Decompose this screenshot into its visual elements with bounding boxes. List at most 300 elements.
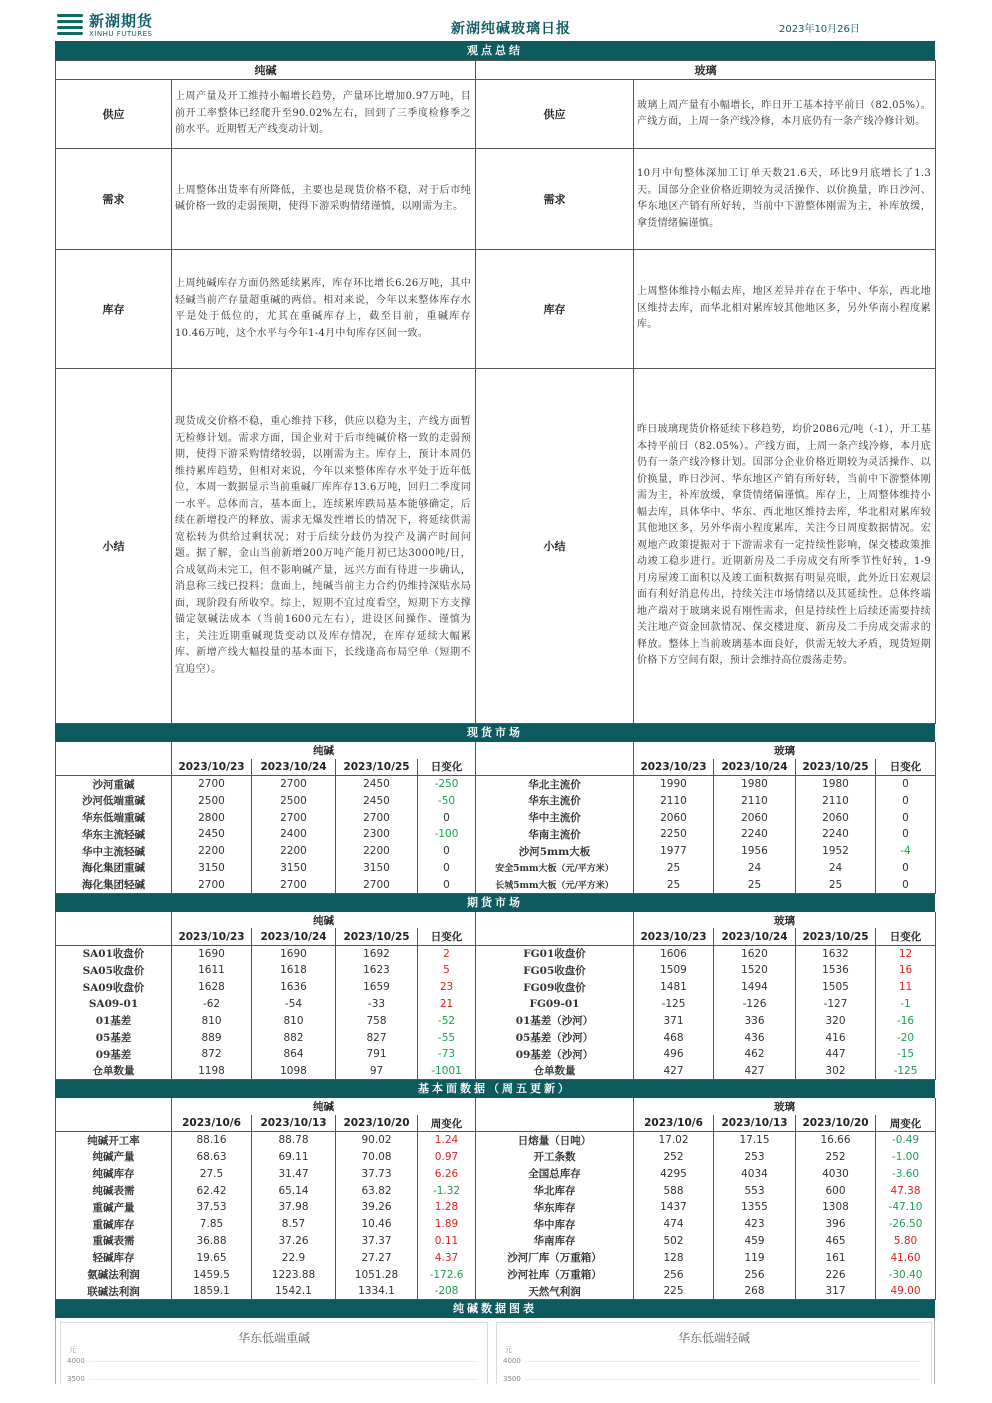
soda-item-name: 华中主流轻碱 <box>56 843 172 860</box>
views-glass-text: 玻璃上周产量有小幅增长，昨日开工基本持平前日（82.05%）。产线方面，上周一条产线冷修，本月底仍有一条产线冷修计划。 <box>634 80 936 149</box>
glass-change-cell: 0 <box>876 876 936 893</box>
glass-change-cell: 47.38 <box>876 1182 936 1199</box>
glass-value-cell: 2060 <box>634 809 714 826</box>
soda-value-cell: 7.85 <box>172 1216 252 1233</box>
table-header-row <box>56 928 936 945</box>
table-row <box>56 1233 936 1250</box>
glass-item-name: 05基差（沙河） <box>476 1029 634 1046</box>
soda-change-cell: 0.97 <box>418 1149 476 1166</box>
glass-value-cell: 25 <box>634 876 714 893</box>
soda-value-cell: 19.65 <box>172 1249 252 1266</box>
section-bar-views: 观点总结 <box>55 42 935 60</box>
soda-value-cell: 2800 <box>172 809 252 826</box>
glass-value-cell: 2110 <box>634 792 714 809</box>
table-row <box>56 962 936 979</box>
glass-value-cell: 1536 <box>796 962 876 979</box>
glass-value-cell: 1520 <box>714 962 796 979</box>
soda-value-cell: 1098 <box>252 1063 336 1080</box>
glass-value-cell: 1952 <box>796 843 876 860</box>
soda-change-cell: -1.32 <box>418 1182 476 1199</box>
glass-value-cell: 2240 <box>714 826 796 843</box>
glass-change-cell: -4 <box>876 843 936 860</box>
glass-item-name: 华中库存 <box>476 1216 634 1233</box>
glass-change-cell: 0 <box>876 860 936 877</box>
glass-item-name: 天然气利润 <box>476 1283 634 1300</box>
logo-name-cn: 新湖期货 <box>89 11 154 30</box>
glass-value-cell: 17.02 <box>634 1132 714 1149</box>
glass-value-cell: 225 <box>634 1283 714 1300</box>
views-row <box>56 80 936 149</box>
soda-value-cell: 810 <box>172 1012 252 1029</box>
change-header: 周变化 <box>418 1115 476 1132</box>
glass-change-cell: -26.50 <box>876 1216 936 1233</box>
soda-value-cell: 1611 <box>172 962 252 979</box>
table-row <box>56 979 936 996</box>
views-col-glass: 玻璃 <box>476 61 936 80</box>
glass-item-name: 沙河5mm大板 <box>476 843 634 860</box>
glass-value-cell: 24 <box>796 860 876 877</box>
glass-item-name: 01基差（沙河） <box>476 1012 634 1029</box>
views-soda-text: 上周产量及开工维持小幅增长趋势，产量环比增加0.97万吨，目前开工率整体已经爬升至90.02%左右，回到了三季度检修季之前水平。近期暂无产线变动计划。 <box>172 80 476 149</box>
glass-change-cell: -0.49 <box>876 1132 936 1149</box>
chart-soda-light <box>496 1322 932 1384</box>
soda-value-cell: 37.73 <box>336 1165 418 1182</box>
glass-value-cell: 2060 <box>796 809 876 826</box>
glass-item-name: 华南库存 <box>476 1233 634 1250</box>
table-row <box>56 1029 936 1046</box>
soda-value-cell: 2200 <box>252 843 336 860</box>
section-bar-spot: 现货市场 <box>55 724 935 742</box>
date-header: 2023/10/24 <box>252 759 336 776</box>
soda-value-cell: 827 <box>336 1029 418 1046</box>
glass-item-name: 安全5mm大板（元/平方米） <box>476 860 634 877</box>
glass-change-cell: 0 <box>876 792 936 809</box>
soda-item-name: 轻碱库存 <box>56 1249 172 1266</box>
glass-change-cell: -47.10 <box>876 1199 936 1216</box>
glass-value-cell: 2060 <box>714 809 796 826</box>
soda-value-cell: 810 <box>252 1012 336 1029</box>
table-row <box>56 1182 936 1199</box>
soda-item-name: 海化集团重碱 <box>56 860 172 877</box>
soda-value-cell: 1223.88 <box>252 1266 336 1283</box>
report-title: 新湖纯碱玻璃日报 <box>451 21 571 37</box>
table-row <box>56 826 936 843</box>
soda-change-cell: 0 <box>418 843 476 860</box>
change-header: 日变化 <box>418 759 476 776</box>
chart-unit: 元 <box>505 1346 512 1355</box>
soda-value-cell: 2700 <box>252 876 336 893</box>
soda-change-cell: 0 <box>418 860 476 877</box>
soda-value-cell: 864 <box>252 1046 336 1063</box>
soda-item-name: 05基差 <box>56 1029 172 1046</box>
glass-change-cell: 49.00 <box>876 1283 936 1300</box>
views-row-label-soda: 库存 <box>56 250 172 369</box>
glass-value-cell: 25 <box>796 876 876 893</box>
date-header: 2023/10/20 <box>336 1115 418 1132</box>
views-row <box>56 369 936 724</box>
glass-value-cell: 436 <box>714 1029 796 1046</box>
soda-value-cell: 2700 <box>172 776 252 793</box>
soda-item-name: 海化集团轻碱 <box>56 876 172 893</box>
table-row <box>56 809 936 826</box>
soda-item-name: 09基差 <box>56 1046 172 1063</box>
views-glass-text: 昨日玻璃现货价格延续下移趋势，均价2086元/吨（-1），开工基本持平前日（82.05%）。产线方面，上周一条产线冷修，本月底仍有一条产线冷修计划。国部分企业价格近期较为灵活操作、以价换量，昨日沙河、华东地区产销有所好转，当前中下游整体刚需为主，补库放缓，拿货情绪偏谨慎。库存上，上周整体维持小幅去库，具体华中、华东、西北地区维持去库，华北相对累库较其他地区多，另外华南小程度累库，关注今日周度数据情况。宏观地产政策提振对于下游需求有一定持续性影响，保交楼政策推动竣工稳步进行。近期新房及二手房成交有所季节性好转，1-9月房屋竣工面积以及竣工面积数据有明显亮眼，此外近日宏观层面有利好消息传出，持续关注市场情绪以及其延续性。总体终端地产端对于玻璃来说有刚性需求，但是持续性上后续还需要持续关注地产资金回款情况、保交楼进度、新房及二手房成交需求的释放。整体上当前玻璃基本面良好，供需无较大矛盾，现货短期价格下方空间有限，预计会维持高位震荡走势。 <box>634 369 936 724</box>
glass-item-name: FG05收盘价 <box>476 962 634 979</box>
glass-value-cell: -126 <box>714 996 796 1013</box>
soda-value-cell: 97 <box>336 1063 418 1080</box>
soda-value-cell: 1659 <box>336 979 418 996</box>
soda-value-cell: 1618 <box>252 962 336 979</box>
glass-value-cell: -127 <box>796 996 876 1013</box>
glass-value-cell: 474 <box>634 1216 714 1233</box>
chart-title: 华东低端重碱 <box>237 1331 310 1346</box>
soda-value-cell: 70.08 <box>336 1149 418 1166</box>
glass-value-cell: 1606 <box>634 945 714 962</box>
date-header: 2023/10/23 <box>634 928 714 945</box>
soda-value-cell: -62 <box>172 996 252 1013</box>
glass-value-cell: 1990 <box>634 776 714 793</box>
soda-change-cell: 2 <box>418 945 476 962</box>
change-header: 周变化 <box>876 1115 936 1132</box>
date-header: 2023/10/24 <box>252 928 336 945</box>
glass-change-cell: -30.40 <box>876 1266 936 1283</box>
soda-value-cell: 3150 <box>336 860 418 877</box>
date-header: 2023/10/25 <box>336 759 418 776</box>
glass-value-cell: 226 <box>796 1266 876 1283</box>
soda-item-name: 重碱表需 <box>56 1233 172 1250</box>
date-header: 2023/10/23 <box>172 928 252 945</box>
soda-change-cell: -172.6 <box>418 1266 476 1283</box>
soda-change-cell: 21 <box>418 996 476 1013</box>
date-header: 2023/10/6 <box>634 1115 714 1132</box>
table-row <box>56 860 936 877</box>
soda-change-cell: 0 <box>418 809 476 826</box>
chart-tick: 3500 <box>67 1375 85 1384</box>
views-row <box>56 250 936 369</box>
glass-value-cell: 1308 <box>796 1199 876 1216</box>
table-title-row <box>56 742 936 759</box>
glass-value-cell: 1437 <box>634 1199 714 1216</box>
glass-value-cell: 553 <box>714 1182 796 1199</box>
glass-value-cell: 462 <box>714 1046 796 1063</box>
glass-value-cell: 4030 <box>796 1165 876 1182</box>
table-title-row <box>56 1098 936 1115</box>
soda-value-cell: 2300 <box>336 826 418 843</box>
glass-value-cell: 2250 <box>634 826 714 843</box>
date-header: 2023/10/25 <box>336 928 418 945</box>
table-row <box>56 1149 936 1166</box>
logo-name-en: XINHU FUTURES <box>89 29 153 38</box>
soda-value-cell: 68.63 <box>172 1149 252 1166</box>
soda-value-cell: 2500 <box>172 792 252 809</box>
soda-change-cell: -100 <box>418 826 476 843</box>
report-date: 2023年10月26日 <box>779 24 860 35</box>
soda-value-cell: 1051.28 <box>336 1266 418 1283</box>
glass-value-cell: 302 <box>796 1063 876 1080</box>
glass-value-cell: 468 <box>634 1029 714 1046</box>
table-row <box>56 1132 936 1149</box>
soda-value-cell: 27.27 <box>336 1249 418 1266</box>
soda-value-cell: 1334.1 <box>336 1283 418 1300</box>
fundamentals-table <box>55 1098 936 1300</box>
glass-change-cell: 12 <box>876 945 936 962</box>
glass-change-cell: 41.60 <box>876 1249 936 1266</box>
soda-value-cell: 37.26 <box>252 1233 336 1250</box>
glass-value-cell: 4034 <box>714 1165 796 1182</box>
report-header <box>55 8 935 42</box>
table-row <box>56 776 936 793</box>
change-header: 日变化 <box>876 759 936 776</box>
soda-value-cell: 2400 <box>252 826 336 843</box>
soda-value-cell: 1859.1 <box>172 1283 252 1300</box>
views-glass-text: 上周整体维持小幅去库，地区差异并存在于华中、华东，西北地区维持去库，而华北相对累库较其他地区多，另外华南小程度累库。 <box>634 250 936 369</box>
soda-item-name: 01基差 <box>56 1012 172 1029</box>
soda-section-title: 纯碱 <box>172 742 476 759</box>
glass-value-cell: 1980 <box>796 776 876 793</box>
glass-item-name: 华北主流价 <box>476 776 634 793</box>
glass-change-cell: -15 <box>876 1046 936 1063</box>
glass-value-cell: 496 <box>634 1046 714 1063</box>
table-row <box>56 1165 936 1182</box>
glass-item-name: 华东库存 <box>476 1199 634 1216</box>
soda-change-cell: 23 <box>418 979 476 996</box>
date-header: 2023/10/6 <box>172 1115 252 1132</box>
date-header: 2023/10/24 <box>714 759 796 776</box>
date-header: 2023/10/20 <box>796 1115 876 1132</box>
glass-value-cell: 1620 <box>714 945 796 962</box>
soda-change-cell: -55 <box>418 1029 476 1046</box>
soda-value-cell: 27.5 <box>172 1165 252 1182</box>
soda-value-cell: 872 <box>172 1046 252 1063</box>
glass-change-cell: 0 <box>876 826 936 843</box>
glass-value-cell: 161 <box>796 1249 876 1266</box>
chart-unit: 元 <box>69 1346 76 1355</box>
soda-value-cell: 62.42 <box>172 1182 252 1199</box>
report-page <box>55 8 935 1384</box>
soda-item-name: 纯碱开工率 <box>56 1132 172 1149</box>
soda-item-name: 重碱产量 <box>56 1199 172 1216</box>
soda-change-cell: -73 <box>418 1046 476 1063</box>
soda-change-cell: -250 <box>418 776 476 793</box>
soda-change-cell: -52 <box>418 1012 476 1029</box>
soda-value-cell: -33 <box>336 996 418 1013</box>
soda-change-cell: 1.28 <box>418 1199 476 1216</box>
company-logo <box>55 10 173 40</box>
glass-item-name: 全国总库存 <box>476 1165 634 1182</box>
soda-value-cell: 889 <box>172 1029 252 1046</box>
soda-value-cell: 1692 <box>336 945 418 962</box>
glass-item-name: 09基差（沙河） <box>476 1046 634 1063</box>
soda-value-cell: 2700 <box>336 876 418 893</box>
soda-item-name: 华东低端重碱 <box>56 809 172 826</box>
soda-value-cell: 63.82 <box>336 1182 418 1199</box>
chart-soda-heavy <box>60 1322 488 1384</box>
table-title-row <box>56 912 936 929</box>
views-col-soda: 纯碱 <box>56 61 476 80</box>
table-header-row <box>56 1115 936 1132</box>
glass-value-cell: 16.66 <box>796 1132 876 1149</box>
glass-value-cell: 25 <box>714 876 796 893</box>
glass-value-cell: 317 <box>796 1283 876 1300</box>
soda-change-cell: 1.89 <box>418 1216 476 1233</box>
soda-item-name: SA01收盘价 <box>56 945 172 962</box>
soda-item-name: 重碱库存 <box>56 1216 172 1233</box>
soda-item-name: SA09-01 <box>56 996 172 1013</box>
glass-value-cell: 396 <box>796 1216 876 1233</box>
glass-value-cell: 2110 <box>714 792 796 809</box>
soda-value-cell: 1542.1 <box>252 1283 336 1300</box>
glass-value-cell: 423 <box>714 1216 796 1233</box>
glass-value-cell: 2110 <box>796 792 876 809</box>
section-bar-charts: 纯碱数据图表 <box>55 1300 935 1318</box>
glass-value-cell: 447 <box>796 1046 876 1063</box>
glass-change-cell: -20 <box>876 1029 936 1046</box>
soda-section-title: 纯碱 <box>172 912 476 929</box>
soda-item-name: 氨碱法利润 <box>56 1266 172 1283</box>
glass-value-cell: 336 <box>714 1012 796 1029</box>
soda-change-cell: -1001 <box>418 1063 476 1080</box>
glass-item-name: 沙河社库（万重箱） <box>476 1266 634 1283</box>
soda-value-cell: 36.88 <box>172 1233 252 1250</box>
glass-item-name: 开工条数 <box>476 1149 634 1166</box>
glass-value-cell: 502 <box>634 1233 714 1250</box>
glass-change-cell: 5.80 <box>876 1233 936 1250</box>
soda-change-cell: 4.37 <box>418 1249 476 1266</box>
glass-value-cell: 465 <box>796 1233 876 1250</box>
glass-section-title: 玻璃 <box>634 912 936 929</box>
date-header: 2023/10/25 <box>796 759 876 776</box>
table-row <box>56 1012 936 1029</box>
soda-value-cell: 1690 <box>172 945 252 962</box>
table-row <box>56 1216 936 1233</box>
glass-change-cell: -1 <box>876 996 936 1013</box>
glass-value-cell: 1980 <box>714 776 796 793</box>
soda-item-name: 纯碱库存 <box>56 1165 172 1182</box>
glass-value-cell: -125 <box>634 996 714 1013</box>
glass-section-title: 玻璃 <box>634 742 936 759</box>
date-header: 2023/10/13 <box>252 1115 336 1132</box>
soda-value-cell: 8.57 <box>252 1216 336 1233</box>
table-header-row <box>56 759 936 776</box>
soda-value-cell: 2450 <box>172 826 252 843</box>
soda-value-cell: 1628 <box>172 979 252 996</box>
soda-value-cell: 2700 <box>252 776 336 793</box>
change-header: 日变化 <box>418 928 476 945</box>
date-header: 2023/10/13 <box>714 1115 796 1132</box>
soda-value-cell: 69.11 <box>252 1149 336 1166</box>
table-row <box>56 996 936 1013</box>
soda-value-cell: 37.98 <box>252 1199 336 1216</box>
soda-change-cell: 5 <box>418 962 476 979</box>
chart-tick: 4000 <box>67 1357 85 1366</box>
date-header: 2023/10/23 <box>634 759 714 776</box>
table-row <box>56 1199 936 1216</box>
soda-value-cell: 31.47 <box>252 1165 336 1182</box>
glass-value-cell: 427 <box>714 1063 796 1080</box>
table-row <box>56 945 936 962</box>
soda-item-name: SA09收盘价 <box>56 979 172 996</box>
views-row-label-soda: 需求 <box>56 149 172 250</box>
table-row <box>56 792 936 809</box>
glass-change-cell: -16 <box>876 1012 936 1029</box>
soda-value-cell: 37.37 <box>336 1233 418 1250</box>
soda-value-cell: -54 <box>252 996 336 1013</box>
date-header: 2023/10/25 <box>796 928 876 945</box>
soda-item-name: 沙河重碱 <box>56 776 172 793</box>
soda-value-cell: 2200 <box>172 843 252 860</box>
glass-item-name: FG01收盘价 <box>476 945 634 962</box>
glass-value-cell: 25 <box>634 860 714 877</box>
glass-item-name: 仓单数量 <box>476 1063 634 1080</box>
chart-tick: 4000 <box>503 1357 521 1366</box>
section-bar-futures: 期货市场 <box>55 894 935 912</box>
views-row-label-glass: 供应 <box>476 80 634 149</box>
glass-change-cell: -3.60 <box>876 1165 936 1182</box>
chart-tick: 3500 <box>503 1375 521 1384</box>
glass-item-name: FG09收盘价 <box>476 979 634 996</box>
glass-value-cell: 588 <box>634 1182 714 1199</box>
table-row <box>56 1283 936 1300</box>
glass-item-name: 沙河厂库（万重箱） <box>476 1249 634 1266</box>
table-row <box>56 876 936 893</box>
soda-value-cell: 2450 <box>336 776 418 793</box>
glass-value-cell: 128 <box>634 1249 714 1266</box>
soda-value-cell: 88.16 <box>172 1132 252 1149</box>
logo-icon <box>55 11 85 39</box>
views-row-label-soda: 小结 <box>56 369 172 724</box>
glass-item-name: FG09-01 <box>476 996 634 1013</box>
glass-value-cell: 1505 <box>796 979 876 996</box>
soda-value-cell: 2700 <box>172 876 252 893</box>
glass-value-cell: 24 <box>714 860 796 877</box>
soda-value-cell: 3150 <box>252 860 336 877</box>
glass-change-cell: -1.00 <box>876 1149 936 1166</box>
soda-change-cell: 0 <box>418 876 476 893</box>
soda-value-cell: 1636 <box>252 979 336 996</box>
soda-value-cell: 1198 <box>172 1063 252 1080</box>
soda-change-cell: 0.11 <box>418 1233 476 1250</box>
table-row <box>56 1249 936 1266</box>
soda-value-cell: 88.78 <box>252 1132 336 1149</box>
glass-value-cell: 1509 <box>634 962 714 979</box>
glass-item-name: 日熔量（日吨） <box>476 1132 634 1149</box>
glass-value-cell: 320 <box>796 1012 876 1029</box>
soda-item-name: SA05收盘价 <box>56 962 172 979</box>
soda-value-cell: 22.9 <box>252 1249 336 1266</box>
glass-item-name: 华中主流价 <box>476 809 634 826</box>
glass-value-cell: 416 <box>796 1029 876 1046</box>
views-row-label-soda: 供应 <box>56 80 172 149</box>
soda-value-cell: 3150 <box>172 860 252 877</box>
glass-value-cell: 268 <box>714 1283 796 1300</box>
futures-table <box>55 912 936 1080</box>
table-row <box>56 1266 936 1283</box>
glass-value-cell: 1956 <box>714 843 796 860</box>
soda-value-cell: 90.02 <box>336 1132 418 1149</box>
glass-value-cell: 256 <box>714 1266 796 1283</box>
charts-area <box>55 1318 935 1384</box>
glass-value-cell: 600 <box>796 1182 876 1199</box>
soda-item-name: 仓单数量 <box>56 1063 172 1080</box>
glass-change-cell: 16 <box>876 962 936 979</box>
glass-value-cell: 256 <box>634 1266 714 1283</box>
views-soda-text: 现货成交价格不稳，重心维持下移，供应以稳为主，产线方面暂无检修计划。需求方面，国企业对于后市纯碱价格一致的走弱预期，使得下游采购情绪较弱，以刚需为主。库存上，预计本周仍维持累库趋势，但相对来说，今年以来整体库存水平处于近年低位，本周一数据显示当前重碱厂库库存13.6万吨，回归二季度同一水平。总体而言，基本面上，连续累库跌局基本能够确定，后续在新增投产的释放、需求无爆发性增长的情况下，将延续供需宽松转为供给过剩状况；对于后续分歧仍为投产及满产时间问题。据了解，金山当前新增200万吨产能月初已达3000吨/日，合成氨尚未完工，但不影响碱产量，远兴方面有待进一步确认，消息称三线已投料；盘面上，纯碱当前主力合约仍维持深贴水局面，现阶段有所收窄。综上，短期不宜过度看空，短期下方支撑锚定氨碱法成本（当前1600元左右），进设区间操作、谨慎为主，关注近期重碱现货变动以及库存情况，在库存延续大幅累库、新增产线大幅投量的基本面下，长线逢高布局空单（短期不宜追空）。 <box>172 369 476 724</box>
glass-item-name: 华南主流价 <box>476 826 634 843</box>
soda-item-name: 纯碱表需 <box>56 1182 172 1199</box>
soda-change-cell: -50 <box>418 792 476 809</box>
glass-value-cell: 2240 <box>796 826 876 843</box>
glass-value-cell: 1494 <box>714 979 796 996</box>
